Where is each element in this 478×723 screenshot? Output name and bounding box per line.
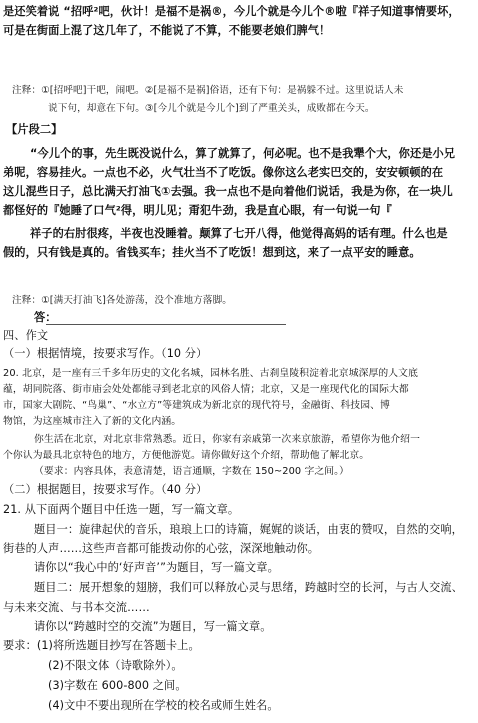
note1-line-1: 注释：①[招呼吧]干吧，闹吧。②[是福不是祸]俗语，还有下句：是祸躲不过。这里说话人未 [12, 85, 404, 96]
section-title: 四、作文 [3, 329, 49, 342]
note2-line-1: 注释：①[满天打油飞]各处游荡，没个准地方落脚。 [12, 295, 232, 306]
part1-title: （一）根据情境，按要求写作。（10 分） [3, 347, 208, 360]
topic1-line: 街巷的人声……这些声音都可能拨动你的心弦，深深地触动你。 [3, 542, 320, 555]
part2-title: （二）根据题目，按要求写作。（40 分） [3, 483, 208, 496]
topic2-line: 题目二：展开想象的翅膀，我们可以释放心灵与思绪，跨越时空的长河，与古人交流、 [34, 581, 463, 594]
fragment2-line: 都怪好的『她睡了口气²得，明儿见；甭犯牛劲，我是直心眼，有一句说一句『 [3, 204, 392, 217]
q20-requirements: （要求：内容具体，表意清楚，语言通顺，字数在 150~200 字之间。） [34, 466, 350, 477]
fragment2-line: 弟呢，容易挂火。一点也不必，火气壮当不了吃饭。像你这么老实巴交的，安安顿顿的在 [3, 166, 444, 179]
answer-blank-line [46, 324, 286, 325]
passage-line-1: 是还笑着说 “招呼²吧，伙计！是福不是祸®，今儿个就是今儿个®啦『祥子知道事情要坏， [3, 5, 460, 18]
topic1-line: 题目一：旋律起伏的音乐，琅琅上口的诗篇，娓娓的谈话，由衷的赞叹，自然的交响， [34, 523, 463, 536]
topic2-line: 请你以“跨越时空的交流”为题目，写一篇文章。 [34, 620, 272, 633]
requirement-line: 要求：(1)将所选题目抄写在答题卡上。 [3, 639, 200, 652]
fragment2-line: 这儿混些日子，总比满天打油飞①去强。我一点也不是向着他们说话，我是为你，在一块儿 [3, 185, 453, 198]
q20-line: 蕴，胡同院落、街市庙会处处都能寻到老北京的风俗人情；北京，又是一座现代化的国际大都 [3, 384, 409, 395]
q20-line: 市，国家大剧院、“鸟巢”、“水立方”等建筑成为新北京的现代符号，金融街、科技园、博 [3, 400, 390, 411]
fragment2-line: “今儿个的事，先生既没说什么，算了就算了，何必呢。也不是我犟个大，你还是小兄 [30, 147, 456, 160]
fragment2-heading: 【片段二】 [6, 123, 63, 136]
q20-line: 个你认为最具北京特色的地方，方便他游览。请你做好这个介绍，帮助他了解北京。 [3, 450, 370, 461]
fragment2-line: 祥子的右肘很疼，半夜也没睡着。颠算了七开八得，他觉得高妈的话有理。什么也是 [30, 227, 448, 240]
requirement-line: (3)字数在 600-800 之间。 [48, 679, 187, 692]
topic2-line: 与未来交流、与书本交流…… [3, 601, 150, 614]
topic1-line: 请你以“我心中的‘好声音’”为题目，写一篇文章。 [34, 561, 279, 574]
fragment2-line: 假的，只有钱是真的。省钱买车；挂火当不了吃饭！想到这，来了一点平安的睡意。 [3, 246, 421, 259]
q20-line: 你生活在北京，对北京非常熟悉。近日，你家有亲戚第一次来京旅游，希望你为他介绍一 [34, 434, 420, 445]
requirement-line: (2)不限文体（诗歌除外）。 [48, 659, 183, 672]
answer-label: 答： [34, 311, 57, 324]
q20-line: 物馆，为这座城市注入了新的文化内涵。 [3, 416, 182, 427]
q21-title: 21. 从下面两个题目中任选一题，写一篇文章。 [3, 503, 240, 516]
note1-line-2: 说下句，却意在下句。③[今儿个就是今儿个]到了严重关头，成败都在今天。 [48, 103, 375, 114]
requirement-line: (4)文中不要出现所在学校的校名或师生姓名。 [48, 699, 279, 712]
q20-line: 20. 北京，是一座有三千多年历史的文化名城，园林名胜、古刹皇陵积淀着北京城深厚的人文底 [3, 368, 418, 379]
passage-line-2: 可是在街面上混了这几年了，不能说了不算，不能要老娘们脾气！ [3, 24, 331, 37]
